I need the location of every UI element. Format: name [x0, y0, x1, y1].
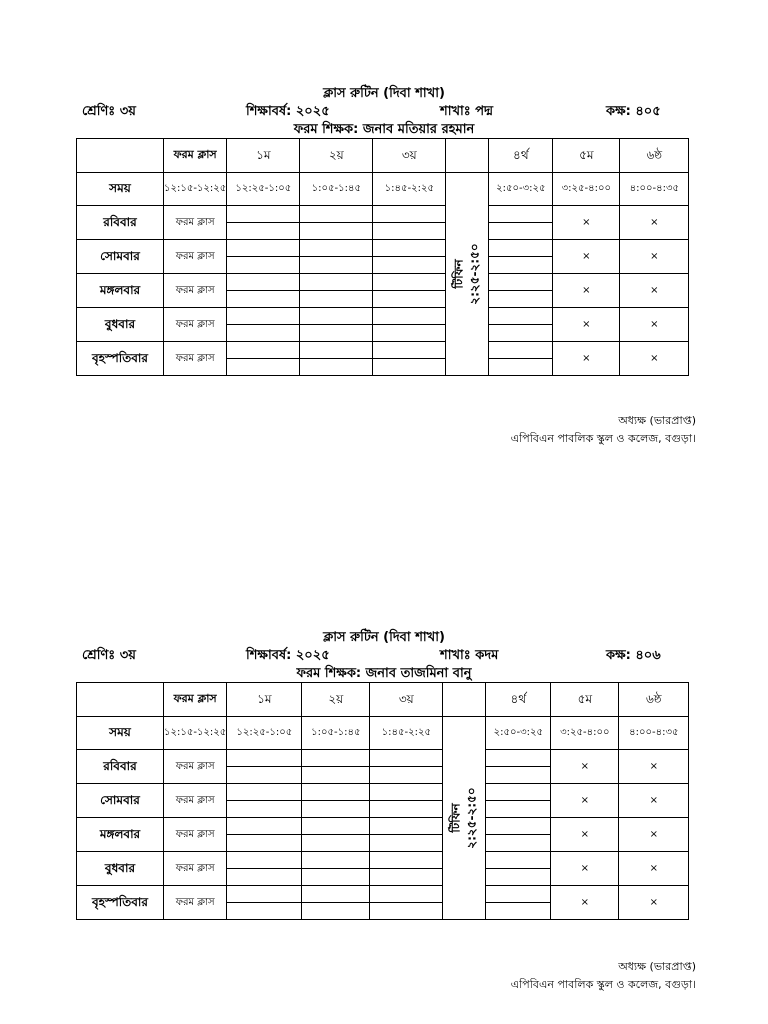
header-period-4: ৪র্থ: [489, 139, 553, 173]
cross-mark: ×: [620, 342, 689, 376]
day-name: রবিবার: [77, 750, 164, 784]
form-class-cell: ফরম ক্লাস: [164, 240, 227, 274]
form-teacher: ফরম শিক্ষক: জনাব মতিয়ার রহমান: [293, 122, 475, 137]
time-period-6: ৪:০০-৪:৩৫: [619, 717, 689, 750]
slot-cell: [300, 291, 373, 308]
cross-mark: ×: [619, 852, 689, 886]
day-name: বুধবার: [77, 308, 164, 342]
routine-table: [76, 138, 689, 376]
slot-cell: [227, 274, 300, 291]
form-class-cell: ফরম ক্লাস: [164, 852, 227, 886]
principal-title: অধ্যক্ষ (ভারপ্রাপ্ত): [618, 960, 696, 973]
slot-cell: [227, 801, 302, 818]
tiffin-cell: [443, 717, 486, 920]
time-row: [77, 717, 689, 750]
day-row: [77, 274, 689, 291]
slot-cell: [486, 767, 551, 784]
header-period-4: ৪র্থ: [486, 683, 551, 717]
header-break: [446, 139, 489, 173]
time-period-5: ৩:২৫-৪:০০: [551, 717, 619, 750]
day-name: মঙ্গলবার: [77, 818, 164, 852]
form-class-cell: ফরম ক্লাস: [164, 886, 227, 920]
branch-label: শাখাঃ পদ্ম: [440, 104, 494, 119]
header-form-class: ফরম ক্লাস: [164, 139, 227, 173]
header-row: [77, 683, 689, 717]
header-form-class: ফরম ক্লাস: [164, 683, 227, 717]
slot-cell: [227, 869, 302, 886]
slot-cell: [227, 206, 300, 223]
slot-cell: [373, 274, 446, 291]
slot-cell: [227, 750, 302, 767]
slot-cell: [370, 903, 443, 920]
tiffin-cell: [446, 173, 489, 376]
day-name: বৃহস্পতিবার: [77, 886, 164, 920]
day-name: বৃহস্পতিবার: [77, 342, 164, 376]
time-period-2: ১:০৫-১:৪৫: [300, 173, 373, 206]
slot-cell: [373, 240, 446, 257]
slot-cell: [302, 852, 370, 869]
slot-cell: [489, 274, 553, 291]
slot-cell: [227, 784, 302, 801]
slot-cell: [300, 223, 373, 240]
time-label: সময়: [77, 717, 164, 750]
signature-block: [511, 958, 696, 994]
day-row: [77, 750, 689, 767]
day-row: [77, 886, 689, 903]
slot-cell: [227, 767, 302, 784]
cross-mark: ×: [551, 852, 619, 886]
slot-cell: [486, 835, 551, 852]
cross-mark: ×: [620, 308, 689, 342]
slot-cell: [489, 257, 553, 274]
slot-cell: [489, 223, 553, 240]
slot-cell: [489, 291, 553, 308]
slot-cell: [373, 206, 446, 223]
cross-mark: ×: [553, 342, 620, 376]
slot-cell: [227, 886, 302, 903]
time-period-3: ১:৪৫-২:২৫: [373, 173, 446, 206]
slot-cell: [302, 869, 370, 886]
cross-mark: ×: [553, 308, 620, 342]
time-period-2: ১:০৫-১:৪৫: [302, 717, 370, 750]
slot-cell: [373, 342, 446, 359]
cross-mark: ×: [553, 206, 620, 240]
time-period-4: ২:৫০-৩:২৫: [486, 717, 551, 750]
slot-cell: [300, 274, 373, 291]
slot-cell: [486, 784, 551, 801]
header-period-6: ৬ষ্ঠ: [620, 139, 689, 173]
time-form-class: ১২:১৫-১২:২৫: [164, 173, 227, 206]
slot-cell: [370, 886, 443, 903]
time-period-5: ৩:২৫-৪:০০: [553, 173, 620, 206]
slot-cell: [486, 869, 551, 886]
slot-cell: [489, 359, 553, 376]
cross-mark: ×: [553, 240, 620, 274]
slot-cell: [227, 308, 300, 325]
day-name: রবিবার: [77, 206, 164, 240]
day-name: সোমবার: [77, 784, 164, 818]
slot-cell: [486, 886, 551, 903]
form-class-cell: ফরম ক্লাস: [164, 308, 227, 342]
day-row: [77, 240, 689, 257]
cross-mark: ×: [551, 818, 619, 852]
day-row: [77, 308, 689, 325]
header-period-5: ৫ম: [551, 683, 619, 717]
slot-cell: [300, 308, 373, 325]
tiffin-time: ২:২৫-২:৫০: [467, 243, 482, 305]
slot-cell: [373, 257, 446, 274]
header-period-3: ৩য়: [373, 139, 446, 173]
slot-cell: [489, 206, 553, 223]
slot-cell: [300, 359, 373, 376]
signature-block: [511, 412, 696, 448]
year-label: শিক্ষাবর্ষ: ২০২৫: [246, 648, 330, 663]
slot-cell: [370, 852, 443, 869]
header-period-1: ১ম: [227, 139, 300, 173]
slot-cell: [300, 240, 373, 257]
header-period-2: ২য়: [302, 683, 370, 717]
slot-cell: [486, 852, 551, 869]
slot-cell: [373, 223, 446, 240]
cross-mark: ×: [619, 784, 689, 818]
slot-cell: [302, 886, 370, 903]
time-period-1: ১২:২৫-১:০৫: [227, 717, 302, 750]
slot-cell: [227, 291, 300, 308]
form-class-cell: ফরম ক্লাস: [164, 206, 227, 240]
slot-cell: [486, 750, 551, 767]
slot-cell: [302, 801, 370, 818]
slot-cell: [486, 818, 551, 835]
slot-cell: [489, 325, 553, 342]
slot-cell: [486, 801, 551, 818]
header-break: [443, 683, 486, 717]
slot-cell: [227, 240, 300, 257]
slot-cell: [370, 801, 443, 818]
tiffin-label: টিফিন: [448, 803, 463, 833]
cross-mark: ×: [551, 784, 619, 818]
time-form-class: ১২:১৫-১২:২৫: [164, 717, 227, 750]
time-period-6: ৪:০০-৪:৩৫: [620, 173, 689, 206]
cross-mark: ×: [620, 240, 689, 274]
cross-mark: ×: [620, 206, 689, 240]
slot-cell: [302, 767, 370, 784]
header-period-3: ৩য়: [370, 683, 443, 717]
day-name: সোমবার: [77, 240, 164, 274]
slot-cell: [300, 342, 373, 359]
year-label: শিক্ষাবর্ষ: ২০২৫: [246, 104, 330, 119]
slot-cell: [370, 750, 443, 767]
slot-cell: [302, 903, 370, 920]
slot-cell: [227, 852, 302, 869]
header-period-1: ১ম: [227, 683, 302, 717]
cross-mark: ×: [551, 750, 619, 784]
slot-cell: [300, 206, 373, 223]
routine-title: ক্লাস রুটিন (দিবা শাখা): [323, 86, 445, 101]
slot-cell: [302, 835, 370, 852]
institution-name: এপিবিএন পাবলিক স্কুল ও কলেজ, বগুড়া।: [510, 978, 696, 991]
slot-cell: [489, 342, 553, 359]
slot-cell: [300, 257, 373, 274]
slot-cell: [373, 325, 446, 342]
slot-cell: [370, 818, 443, 835]
slot-cell: [486, 903, 551, 920]
institution-name: এপিবিএন পাবলিক স্কুল ও কলেজ, বগুড়া।: [510, 432, 696, 445]
form-class-cell: ফরম ক্লাস: [164, 750, 227, 784]
slot-cell: [370, 767, 443, 784]
time-label: সময়: [77, 173, 164, 206]
corner-cell: [77, 683, 164, 717]
slot-cell: [227, 818, 302, 835]
form-class-cell: ফরম ক্লাস: [164, 784, 227, 818]
day-row: [77, 206, 689, 223]
time-period-1: ১২:২৫-১:০৫: [227, 173, 300, 206]
slot-cell: [489, 308, 553, 325]
slot-cell: [373, 291, 446, 308]
day-row: [77, 818, 689, 835]
cross-mark: ×: [551, 886, 619, 920]
slot-cell: [370, 869, 443, 886]
slot-cell: [227, 223, 300, 240]
slot-cell: [227, 903, 302, 920]
form-class-cell: ফরম ক্লাস: [164, 274, 227, 308]
day-row: [77, 784, 689, 801]
form-class-cell: ফরম ক্লাস: [164, 818, 227, 852]
slot-cell: [227, 359, 300, 376]
cross-mark: ×: [619, 818, 689, 852]
time-row: [77, 173, 689, 206]
tiffin-label: টিফিন: [451, 259, 466, 289]
class-label: শ্রেণিঃ ৩য়: [82, 104, 136, 119]
slot-cell: [489, 240, 553, 257]
routine-title: ক্লাস রুটিন (দিবা শাখা): [323, 630, 445, 645]
slot-cell: [302, 818, 370, 835]
day-row: [77, 342, 689, 359]
cross-mark: ×: [620, 274, 689, 308]
day-name: মঙ্গলবার: [77, 274, 164, 308]
cross-mark: ×: [619, 750, 689, 784]
room-label: কক্ষ: ৪০৫: [606, 104, 661, 119]
slot-cell: [227, 342, 300, 359]
room-label: কক্ষ: ৪০৬: [606, 648, 661, 663]
time-period-3: ১:৪৫-২:২৫: [370, 717, 443, 750]
header-period-2: ২য়: [300, 139, 373, 173]
slot-cell: [227, 257, 300, 274]
slot-cell: [373, 308, 446, 325]
header-period-6: ৬ষ্ঠ: [619, 683, 689, 717]
slot-cell: [302, 750, 370, 767]
day-name: বুধবার: [77, 852, 164, 886]
day-row: [77, 852, 689, 869]
cross-mark: ×: [553, 274, 620, 308]
slot-cell: [370, 835, 443, 852]
principal-title: অধ্যক্ষ (ভারপ্রাপ্ত): [618, 414, 696, 427]
slot-cell: [302, 784, 370, 801]
branch-label: শাখাঃ কদম: [440, 648, 499, 663]
slot-cell: [373, 359, 446, 376]
header-period-5: ৫ম: [553, 139, 620, 173]
cross-mark: ×: [619, 886, 689, 920]
slot-cell: [227, 325, 300, 342]
slot-cell: [370, 784, 443, 801]
header-row: [77, 139, 689, 173]
time-period-4: ২:৫০-৩:২৫: [489, 173, 553, 206]
slot-cell: [227, 835, 302, 852]
slot-cell: [300, 325, 373, 342]
corner-cell: [77, 139, 164, 173]
form-class-cell: ফরম ক্লাস: [164, 342, 227, 376]
tiffin-time: ২:২৫-২:৫০: [464, 787, 479, 849]
routine-table: [76, 682, 689, 920]
class-label: শ্রেণিঃ ৩য়: [82, 648, 136, 663]
form-teacher: ফরম শিক্ষক: জনাব তাজমিনা বানু: [296, 666, 472, 681]
